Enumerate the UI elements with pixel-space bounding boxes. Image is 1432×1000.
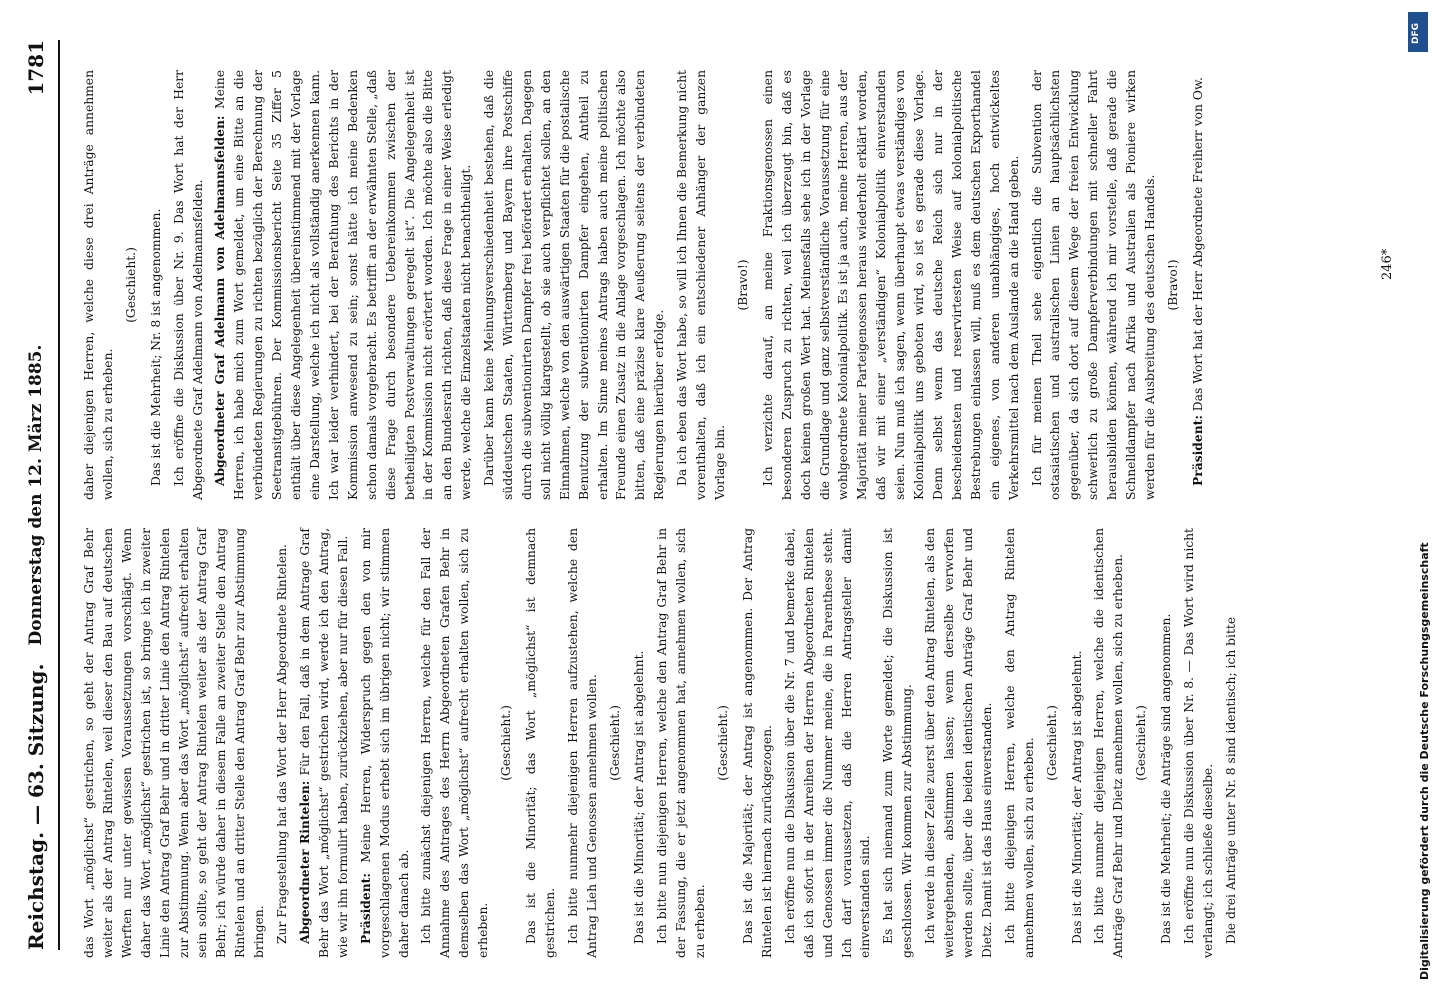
paragraph: Ich bitte nunmehr diejenigen Herren aufzustehen, welche den Antrag Lieh und Genossen annehmen wollen.	[565, 528, 599, 958]
paragraph	[357, 528, 414, 958]
speech-text: Für den Fall, daß in dem Antrage Graf Behr das Wort „möglichst“ gestrichen wird, werde ich den Antrag, wie wir ihn formulirt haben, zurückziehen, aber nur für diesen Fall.	[297, 528, 350, 958]
stage-direction: (Geschieht.)	[1134, 705, 1149, 781]
paragraph: Das ist die Minorität; das Wort „möglichst“ ist demnach gestrichen.	[523, 528, 557, 958]
paragraph: Das ist die Minorität; der Antrag ist abgelehnt.	[632, 650, 647, 944]
paragraph	[1189, 70, 1208, 500]
paragraph: Ich bitte zunächst diejenigen Herren, welche für den Fall der Annahme des Antrages des Herrn Abgeordneten Grafen Behr in demselben das Wort „möglichst“ aufrecht erhalten wollen, sich zu erheben.	[419, 528, 491, 958]
paragraph: Ich verzichte darauf, an meine Fraktionsgenossen einen besonderen Zuspruch zu richten, weil ich überzeugt bin, daß es doch keinen großen Wert hat. Meinesfalls sehe ich in der Vorlage die Grundlage und ganz selbstverständliche Voraussetzung für eine wohlgeordnete Kolonialpolitik. Es ist ja auch, meine Herren, aus der Majorität meiner Parteigenossen heraus wiederholt erklärt worden, daß wir mit einer „verständigen“ Kolonialpolitik einverstanden seien. Nun muß ich sagen, wenn überhaupt etwas verständiges von Kolonialpolitik uns geboten wird, so ist es gerade diese Vorlage. Denn selbst wenn das deutsche Reich sich nur in der bescheidensten und reservirtesten Weise auf kolonialpolitische Bestrebungen einlassen will, muß es dem deutschen Exporthandel ein eigenes, von anderen unabhängiges, hoch entwickeltes Verkehrsmittel nach dem Auslande an die Hand geben.	[760, 70, 1021, 500]
speaker: Abgeordneter Graf Adelmann von Adelmannsfelden:	[212, 115, 228, 486]
left-column	[80, 528, 1245, 958]
dfg-logo	[1408, 12, 1428, 52]
logo-text: DFG	[1411, 22, 1421, 44]
digitization-note	[1402, 0, 1432, 1000]
stage-direction: (Bravo!)	[735, 259, 750, 311]
paragraph: Ich bitte diejenigen Herren, welche den Antrag Rintelen annehmen wollen, sich zu erheben.	[1002, 528, 1036, 958]
paragraph: Ich bitte nunmehr diejenigen Herren, welche die identischen Anträge Graf Behr und Dietz annehmen wollen, sich zu erheben.	[1092, 528, 1126, 958]
paragraph: Das ist die Mehrheit; die Anträge sind angenommen.	[1159, 613, 1174, 944]
paragraph: daher diejenigen Herren, welche diese drei Anträge annehmen wollen, sich zu erheben.	[82, 70, 115, 500]
stage-direction: (Geschieht.)	[499, 705, 514, 781]
paragraph: Da ich eben das Wort habe, so will ich Ihnen die Bemerkung nicht vorenthalten, daß ich ein entschiedener Anhänger der ganzen Vorlage bin.	[675, 70, 727, 500]
paragraph: Das ist die Majorität; der Antrag ist angenommen. Der Antrag Rintelen ist hiernach zurückgezogen.	[741, 528, 774, 958]
funding-note: Digitalisierung gefördert durch die Deutsche Forschungsgemeinschaft	[1418, 542, 1431, 980]
stage-direction: (Geschieht.)	[716, 705, 731, 781]
paragraph: Ich eröffne nun die Diskussion über Nr. 8. — Das Wort wird nicht verlangt; ich schließe dieselbe.	[1182, 528, 1215, 958]
paragraph: Ich eröffne nun die Diskussion über die Nr. 7 und bemerke dabei, daß ich sofort in der Anreihen der Herren Abgeordneten Rintelen und Genossen immer die Nummer meine, die in Parenthese steht. Ich darf voraussetzen, daß die Herren Antragsteller damit einverstanden sind.	[782, 528, 873, 958]
speaker: Präsident:	[357, 873, 373, 944]
folio-mark: 246*	[1380, 248, 1395, 280]
page-number: 1781	[24, 40, 48, 96]
speech-text: Meine Herren, Widerspruch gegen den von mir vorgeschlagenen Modus erhebt sich im übrigen nicht; wir stimmen daher danach ab.	[358, 528, 411, 958]
paragraph: Ich werde in dieser Zeile zuerst über den Antrag Rintelen, als den weitergehenden, abstimmen lassen; wenn derselbe verworfen werden sollte, über die beiden identischen Anträge Graf Behr und Dietz. Damit ist das Haus einverstanden.	[923, 528, 994, 958]
paragraph: Das ist die Minorität; der Antrag ist abgelehnt.	[1069, 650, 1084, 944]
speaker: Abgeordneter Rintelen:	[296, 780, 312, 944]
speech-text: Meine Herren, ich habe mich zum Wort gemeldet, um eine Bitte an die verbündeten Regierungen zu richten bezüglich der Berechnung der Seetransitgebühren. Der Kommissionsbericht Seite 35 Ziffer 5 enthält über diese Angelegenheit übereinstimmend mit der Vorlage eine Darstellung, welche ich nicht als vollständig anerkennen kann. Ich war leider verhindert, bei der Berathung des Berichts in der Kommission anwesend zu sein; sonst hätte ich meine Bedenken schon damals vorgebracht. Es betrifft an der erwähnten Stelle, „daß diese Frage durch besondere Uebereinkommen zwischen der betheiligten Postverwaltungen geregelt ist“. Die Angelegenheit ist in der Kommission nicht erörtert worden. Ich möchte also die Bitte an den Bundesrath richten, daß diese Frage in einer Weise erledigt werde, welche die Einzelstaaten nicht benachtheiligt.	[213, 70, 474, 500]
header-left: Reichstag. — 63. Sitzung.	[24, 663, 48, 950]
page-header	[18, 40, 60, 950]
stage-direction: (Geschieht.)	[123, 247, 138, 323]
stage-direction: (Bravo!)	[1165, 259, 1180, 311]
paragraph	[211, 70, 476, 500]
paragraph: Ich eröffne die Diskussion über Nr. 9. Das Wort hat der Herr Abgeordnete Graf Adelmann von Adelmannsfelden.	[171, 70, 205, 500]
paragraph: Die drei Anträge unter Nr. 8 sind identisch; ich bitte	[1223, 616, 1238, 944]
paragraph: Es hat sich niemand zum Worte gemeldet; die Diskussion ist geschlossen. Wir kommen zur Abstimmung.	[881, 528, 915, 958]
paragraph: Zur Fragestellung hat das Wort der Herr Abgeordnete Rintelen.	[275, 544, 290, 944]
stage-direction: (Geschieht.)	[607, 705, 622, 781]
paragraph: das Wort „möglichst“ gestrichen, so geht der Antrag Graf Behr weiter als der Antrag Rintelen, weil dieser den Bau auf deutschen Werften nur unter gewissen Voraussetzungen vorschlägt. Wenn daher das Wort „möglichst“ gestrichen ist, so bringe ich in zweiter Linie den Antrag Graf Behr und in dritter Linie den Antrag Rintelen zur Abstimmung. Wenn aber das Wort „möglichst“ aufrecht erhalten sein sollte, so geht der Antrag Rintelen weiter als der Antrag Graf Behr; ich würde daher in diesem Falle an zweiter Stelle den Antrag Rintelen und an dritter Stelle den Antrag Graf Behr zur Abstimmung bringen.	[82, 528, 267, 958]
paragraph: Darüber kann keine Meinungsverschiedenheit bestehen, daß die süddeutschen Staaten, Württemberg und Bayern ihre Postschiffe durch die subventionirten Dampfer frei befördert erhalten. Dagegen soll nicht völlig klargestellt, ob sie auch verpflichtet sollen, an den Einnahmen, welche von den auswärtigen Staaten für die postalische Benutzung der subventionirten Dampfer eingehen, Antheil zu erhalten. Im Sinne meines Antrags haben auch meine politischen Freunde einen Zusatz in die Anlage vorgeschlagen. Ich möchte also bitten, daß eine präzise klare Aeußerung seitens der verbündeten Regierungen hierüber erfolge.	[482, 70, 667, 500]
paragraph: Ich für meinen Theil sehe eigentlich die Subvention der ostasiatischen und australischen Linien an hauptsächlichsten gegenüber, da sich dort auf diesem Wege der freien Entwicklung schwerlich zu große Dampferverbindungen mit schneller Fahrt herausbilden können, während ich mir vorstelle, daß gerade die Schnelldampfer nach Afrika und Australien als Pioniere wirken werden für die Ausbreitung des deutschen Handels.	[1029, 70, 1157, 500]
right-column	[80, 70, 1212, 500]
paragraph: Das ist die Mehrheit; Nr. 8 ist angenommen.	[148, 208, 163, 486]
stage-direction: (Geschieht.)	[1044, 705, 1059, 781]
speaker: Präsident:	[1189, 415, 1205, 486]
paragraph	[296, 528, 353, 958]
header-date: Donnerstag den 12. März 1885.	[26, 344, 46, 646]
paragraph: Ich bitte nun diejenigen Herren, welche den Antrag Graf Behr in der Fassung, die er jetzt angenommen hat, annehmen wollen, sich zu erheben.	[655, 528, 708, 958]
speech-text: Das Wort hat der Herr Abgeordnete Freiherr von Ow.	[1190, 77, 1205, 416]
